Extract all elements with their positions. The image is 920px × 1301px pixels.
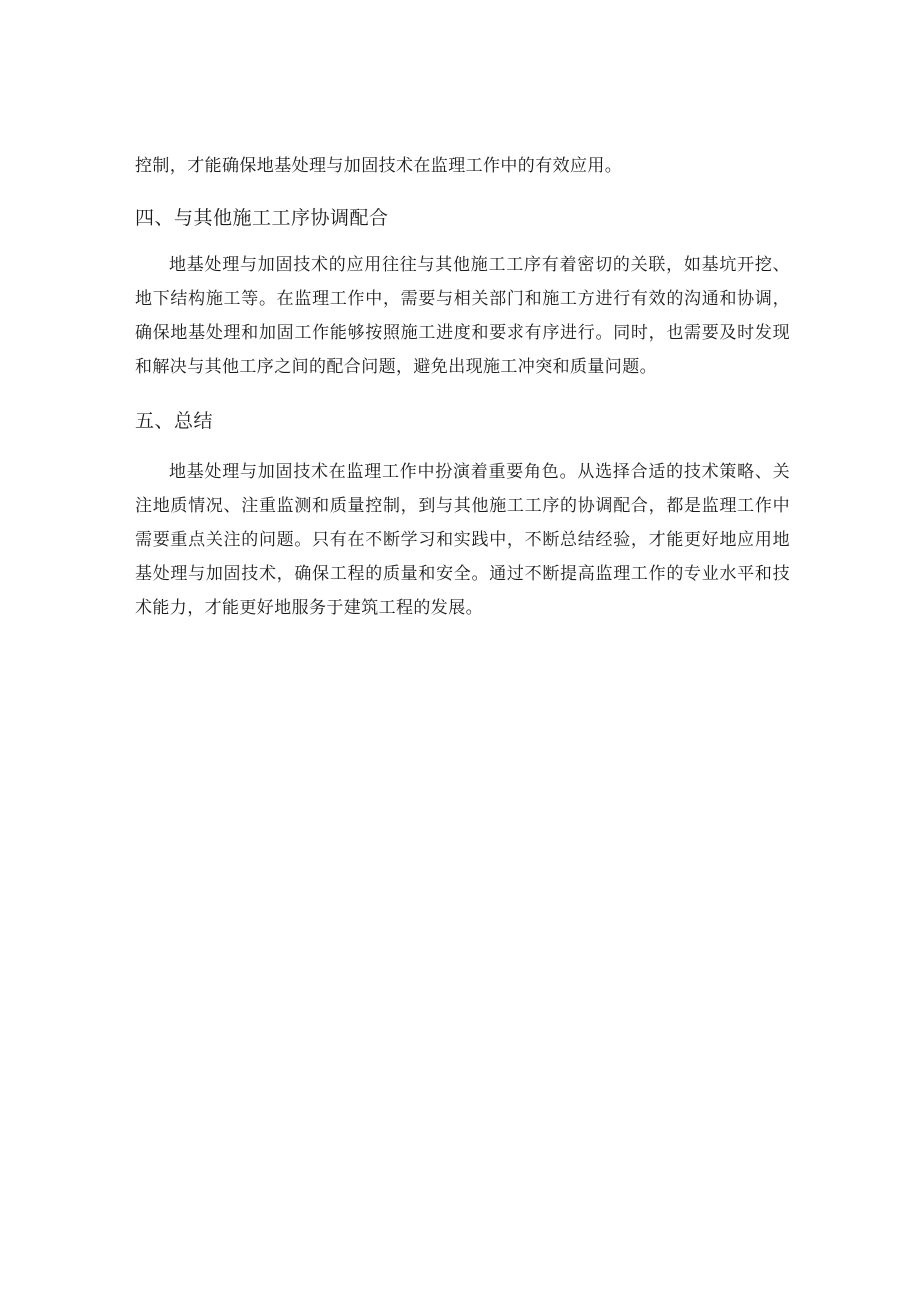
- section-five-paragraph: 地基处理与加固技术在监理工作中扮演着重要角色。从选择合适的技术策略、关注地质情况、注重监测和质量控制，到与其他施工工序的协调配合，都是监理工作中需要重点关注的问题。只有在不断学习和实践中，不断总结经验，才能更好地应用地基处理与加固技术，确保工程的质量和安全。通过不断提高监理工作的专业水平和技术能力，才能更好地服务于建筑工程的发展。: [135, 462, 790, 618]
- section-heading-five: 五、总结: [135, 410, 214, 432]
- section-four-paragraph: 地基处理与加固技术的应用往往与其他施工工序有着密切的关联，如基坑开挖、地下结构施工等。在监理工作中，需要与相关部门和施工方进行有效的沟通和协调，确保地基处理和加固工作能够按照施工进度和要求有序进行。同时，也需要及时发现和解决与其他工序之间的配合问题，避免出现施工冲突和质量问题。: [135, 255, 790, 377]
- continued-paragraph: 控制，才能确保地基处理与加固技术在监理工作中的有效应用。: [135, 156, 623, 176]
- section-heading-four: 四、与其他施工工序协调配合: [135, 207, 389, 229]
